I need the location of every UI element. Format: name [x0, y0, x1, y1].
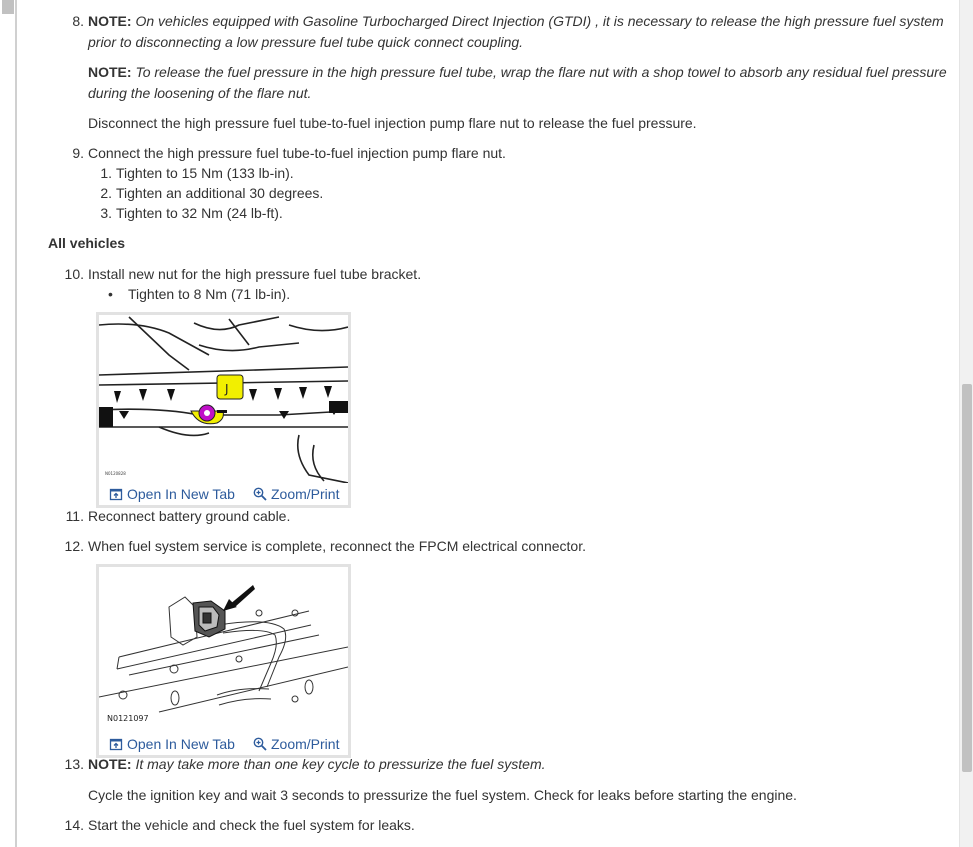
figure-bracket-nut	[96, 312, 351, 508]
step-text: When fuel system service is complete, reconnect the FPCM electrical connector.	[88, 538, 586, 554]
open-in-new-tab-link[interactable]	[109, 486, 235, 502]
step-note	[88, 754, 950, 774]
bullet-dot: •	[108, 286, 113, 302]
open-in-new-tab-link[interactable]	[109, 736, 235, 752]
step-text: Start the vehicle and check the fuel system for leaks.	[88, 817, 415, 833]
zoom-print-link[interactable]	[253, 736, 339, 752]
sub-step	[88, 163, 294, 183]
bullet-item	[108, 284, 290, 304]
zoom-print-label: Zoom/Print	[271, 486, 340, 502]
sub-step-text: Tighten to 15 Nm (133 lb-in).	[116, 165, 294, 181]
note-text: On vehicles equipped with Gasoline Turbocharged Direct Injection (GTDI) , it is necessary to release the high pressure fuel system prior to disconnecting a low pressure fuel tube quick connect coupling.	[88, 13, 944, 50]
open-new-tab-icon	[109, 487, 123, 501]
step-number: 10.	[64, 266, 84, 282]
step-number: 11.	[65, 508, 84, 524]
figure-toolbar	[99, 733, 348, 755]
step-text: Reconnect battery ground cable.	[88, 508, 291, 524]
zoom-icon	[253, 487, 267, 501]
step-number: 14.	[64, 817, 84, 833]
sub-step-text: Tighten an additional 30 degrees.	[116, 185, 324, 201]
step-number: 13.	[64, 756, 84, 772]
left-scroll-thumb[interactable]	[2, 0, 14, 14]
figure-toolbar	[99, 483, 348, 505]
step-number: 9.	[72, 145, 84, 161]
section-heading: All vehicles	[48, 235, 126, 251]
open-in-new-tab-label: Open In New Tab	[127, 736, 235, 752]
sub-step-number: 2.	[100, 185, 112, 201]
left-scroll-gutter	[0, 0, 17, 847]
zoom-print-label: Zoom/Print	[271, 736, 340, 752]
scrollbar-thumb[interactable]	[962, 384, 972, 772]
engine-bracket-illustration	[99, 315, 348, 483]
bullet-text: Tighten to 8 Nm (71 lb-in).	[128, 286, 291, 302]
vertical-scrollbar[interactable]	[959, 0, 973, 847]
step-8-note-1	[88, 11, 948, 53]
figure-fpcm-connector	[96, 564, 351, 758]
sub-step	[88, 183, 323, 203]
step-text: Connect the high pressure fuel tube-to-fuel injection pump flare nut.	[88, 145, 506, 161]
note-label: NOTE:	[88, 756, 132, 772]
step-13-text: Cycle the ignition key and wait 3 seconds to pressurize the fuel system. Check for leaks before starting the engine.	[88, 787, 797, 803]
note-label: NOTE:	[88, 64, 132, 80]
step-text: Install new nut for the high pressure fuel tube bracket.	[88, 266, 422, 282]
sub-step	[88, 203, 283, 223]
sub-step-text: Tighten to 32 Nm (24 lb-ft).	[116, 205, 283, 221]
sub-step-number: 1.	[100, 165, 112, 181]
svg-text:N0120828: N0120828	[105, 471, 126, 476]
open-new-tab-icon	[109, 737, 123, 751]
step-number: 12.	[64, 538, 84, 554]
figure-id-label: N0121097	[107, 714, 149, 723]
note-text: It may take more than one key cycle to pressurize the fuel system.	[135, 756, 546, 772]
step-number: 8.	[72, 13, 84, 29]
step-8-text: Disconnect the high pressure fuel tube-to-fuel injection pump flare nut to release the fuel pressure.	[88, 115, 697, 131]
step-8-note-2	[88, 62, 948, 104]
open-in-new-tab-label: Open In New Tab	[127, 486, 235, 502]
note-text: To release the fuel pressure in the high pressure fuel tube, wrap the flare nut with a shop towel to absorb any residual fuel pressure during the loosening of the flare nut.	[88, 64, 947, 101]
note-label: NOTE:	[88, 13, 132, 29]
sub-step-number: 3.	[100, 205, 112, 221]
fpcm-connector-illustration	[99, 567, 348, 733]
zoom-print-link[interactable]	[253, 486, 339, 502]
svg-text:J: J	[225, 382, 229, 396]
zoom-icon	[253, 737, 267, 751]
